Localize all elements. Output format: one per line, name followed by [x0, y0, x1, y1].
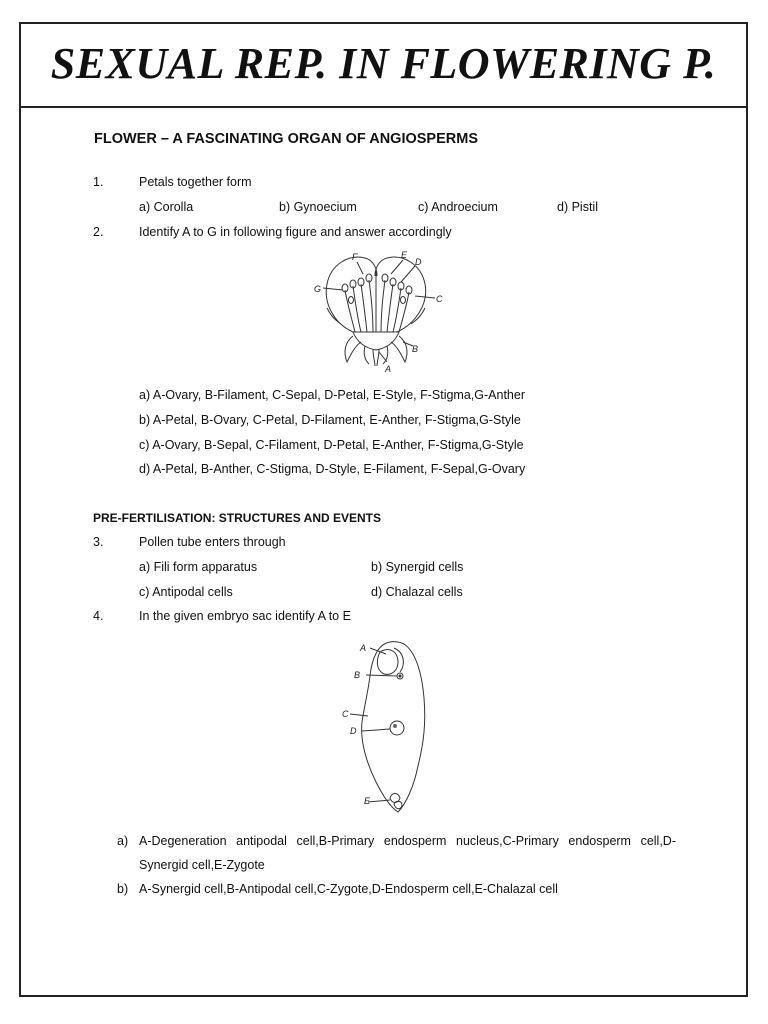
question-2-number: 2.: [93, 225, 104, 239]
question-2-option-a: a) A-Ovary, B-Filament, C-Sepal, D-Petal, E-Style, F-Stigma,G-Anther: [139, 388, 525, 402]
question-1-option-a: a) Corolla: [139, 200, 194, 214]
question-3-option-b: b) Synergid cells: [371, 560, 464, 574]
svg-text:E: E: [401, 250, 408, 260]
embryo-sac-diagram: [340, 632, 450, 822]
page-title: SEXUAL REP. IN FLOWERING P.: [50, 39, 717, 88]
svg-text:A: A: [360, 643, 367, 653]
question-1-text: Petals together form: [139, 175, 252, 189]
question-3-text: Pollen tube enters through: [139, 535, 286, 549]
question-4-number: 4.: [93, 609, 104, 623]
question-4-option-a-line2: Synergid cell,E-Zygote: [139, 858, 265, 872]
section-heading-flower: FLOWER – A FASCINATING ORGAN OF ANGIOSPERMS: [94, 131, 478, 147]
question-1-option-b: b) Gynoecium: [279, 200, 357, 214]
svg-text:B: B: [412, 344, 419, 354]
question-4-option-b-letter: b): [117, 882, 129, 896]
question-3-option-d: d) Chalazal cells: [371, 585, 463, 599]
question-2-option-b: b) A-Petal, B-Ovary, C-Petal, D-Filament, E-Anther, F-Stigma,G-Style: [139, 413, 521, 427]
svg-text:B: B: [354, 670, 361, 680]
question-4-option-a-line1: A-Degeneration antipodal cell,B-Primary endosperm nucleus,C-Primary endosperm cell,D-: [139, 834, 676, 848]
svg-text:F: F: [352, 252, 358, 262]
svg-text:D: D: [350, 726, 357, 736]
question-4-option-a-letter: a): [117, 834, 129, 848]
flower-diagram: [305, 246, 455, 376]
section-heading-pre-fertilisation: PRE-FERTILISATION: STRUCTURES AND EVENTS: [93, 511, 382, 525]
svg-text:C: C: [342, 709, 349, 719]
question-1-option-c: c) Androecium: [418, 200, 498, 214]
question-2-option-c: c) A-Ovary, B-Sepal, C-Filament, D-Petal, E-Anther, F-Stigma,G-Style: [139, 438, 524, 452]
question-4-option-b-line1: A-Synergid cell,B-Antipodal cell,C-Zygote,D-Endosperm cell,E-Chalazal cell: [139, 882, 558, 896]
question-2-option-d: d) A-Petal, B-Anther, C-Stigma, D-Style, E-Filament, F-Sepal,G-Ovary: [139, 462, 526, 476]
svg-text:E: E: [364, 796, 371, 806]
svg-text:A: A: [385, 364, 392, 374]
question-3-number: 3.: [93, 535, 104, 549]
question-1-option-d: d) Pistil: [557, 200, 598, 214]
question-1-number: 1.: [93, 175, 104, 189]
question-2-text: Identify A to G in following figure and answer accordingly: [139, 225, 452, 239]
page-frame: [19, 22, 748, 997]
svg-text:G: G: [314, 284, 322, 294]
question-3-option-a: a) Fili form apparatus: [139, 560, 258, 574]
title-box: [21, 24, 746, 108]
question-4-text: In the given embryo sac identify A to E: [139, 609, 351, 623]
svg-text:C: C: [436, 294, 443, 304]
question-3-option-c: c) Antipodal cells: [139, 585, 233, 599]
svg-text:D: D: [415, 257, 422, 267]
